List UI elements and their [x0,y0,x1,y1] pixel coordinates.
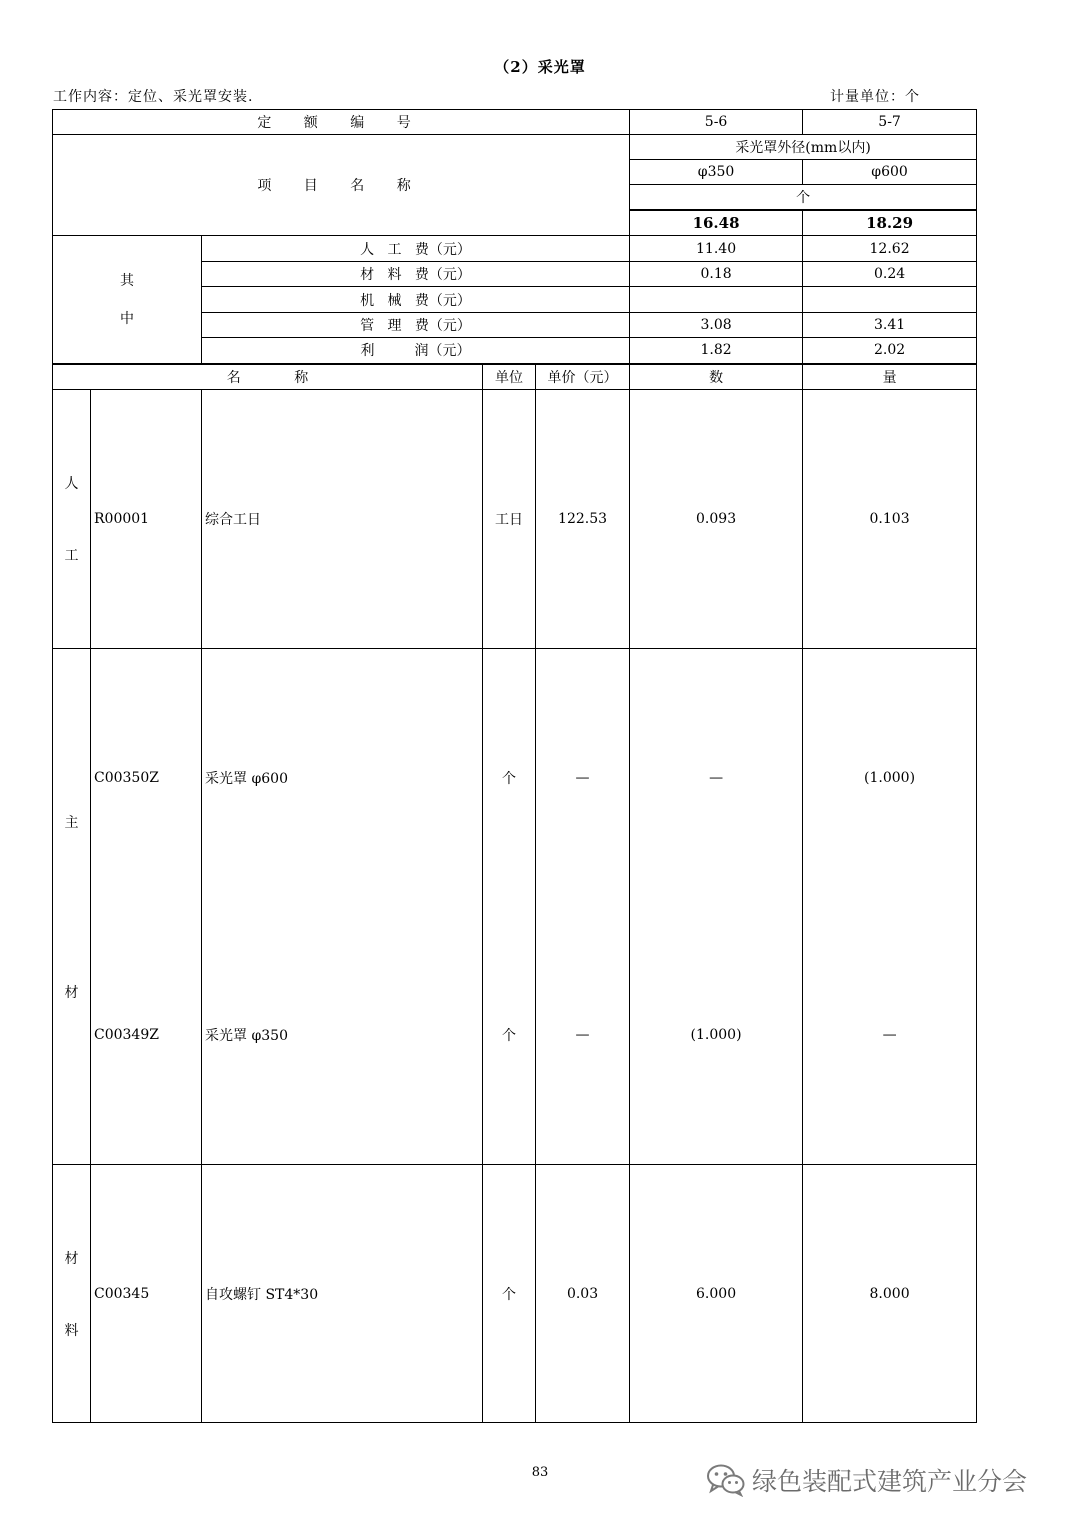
measurement-unit: 计量单位：个 [830,89,920,105]
group-char: 材 [64,1250,79,1267]
group-label-main-material [53,649,91,1165]
watermark [706,1462,1027,1498]
among-row-name: 人 工 费（元） [202,236,630,262]
group-label-labor [53,390,91,649]
resource-code: C00350Z [91,649,202,907]
among-row-value [630,287,803,313]
watermark-text: 绿色装配式建筑产业分会 [752,1467,1028,1496]
resource-qty-1: 0.093 [630,390,803,649]
resource-price: 122.53 [536,390,630,649]
among-row-value: 12.62 [803,236,977,262]
work-content: 工作内容：定位、采光罩安装. [53,89,254,105]
spec-1: φ350 [630,160,803,185]
resource-price: — [536,907,630,1165]
among-row-value: 0.18 [630,262,803,287]
among-row-value: 3.41 [803,313,977,338]
among-row-value: 0.24 [803,262,977,287]
resource-unit: 个 [483,907,536,1165]
among-char-1: 其 [120,273,134,290]
group-label-material [53,1165,91,1423]
resource-qty-2: — [803,907,977,1165]
group-char: 材 [64,984,79,1001]
detail-qty-header-left: 数 [630,364,803,390]
resource-price: — [536,649,630,907]
resource-name: 采光罩 φ600 [202,649,483,907]
resource-qty-2: 0.103 [803,390,977,649]
group-char: 工 [64,548,79,564]
group-char: 人 [64,476,79,492]
spec-2: φ600 [803,160,977,185]
resource-qty-2: (1.000) [803,649,977,907]
among-row-value: 11.40 [630,236,803,262]
page-number: 83 [531,1465,549,1480]
quota-code-1: 5-6 [630,110,803,135]
resource-name: 综合工日 [202,390,483,649]
resource-unit: 工日 [483,390,536,649]
group-char: 料 [64,1322,79,1339]
resource-price: 0.03 [536,1165,630,1423]
among-row-name: 管 理 费（元） [202,313,630,338]
resource-qty-2: 8.000 [803,1165,977,1423]
detail-unit-header: 单位 [483,364,536,390]
among-row-value: 3.08 [630,313,803,338]
detail-name-header: 名 称 [53,364,483,390]
among-row-value: 1.82 [630,338,803,364]
resource-name: 采光罩 φ350 [202,907,483,1165]
resource-qty-1: — [630,649,803,907]
resource-qty-1: (1.000) [630,907,803,1165]
quota-code-2: 5-7 [803,110,977,135]
quota-code-label: 定 额 编 号 [53,110,630,135]
spec-group-label: 采光罩外径(mm以内) [630,135,977,160]
detail-price-header: 单价（元） [536,364,630,390]
among-row-value [803,287,977,313]
resource-unit: 个 [483,1165,536,1423]
resource-unit: 个 [483,649,536,907]
resource-name: 自攻螺钉 ST4*30 [202,1165,483,1423]
among-row-name: 机 械 费（元） [202,287,630,313]
among-label [53,236,202,364]
base-price-2: 18.29 [803,210,977,236]
among-char-2: 中 [120,311,134,328]
resource-code: R00001 [91,390,202,649]
detail-qty-header-right: 量 [803,364,977,390]
among-row-name: 材 料 费（元） [202,262,630,287]
item-name-label: 项 目 名 称 [53,135,630,236]
base-price-1: 16.48 [630,210,803,236]
resource-code: C00345 [91,1165,202,1423]
wechat-icon [706,1463,746,1497]
unit-label: 个 [630,185,977,210]
among-row-value: 2.02 [803,338,977,364]
resource-code: C00349Z [91,907,202,1165]
page-title: （2）采光罩 [494,58,586,76]
group-char: 主 [64,814,79,831]
quota-table [52,109,977,1423]
resource-qty-1: 6.000 [630,1165,803,1423]
among-row-name: 利 润（元） [202,338,630,364]
